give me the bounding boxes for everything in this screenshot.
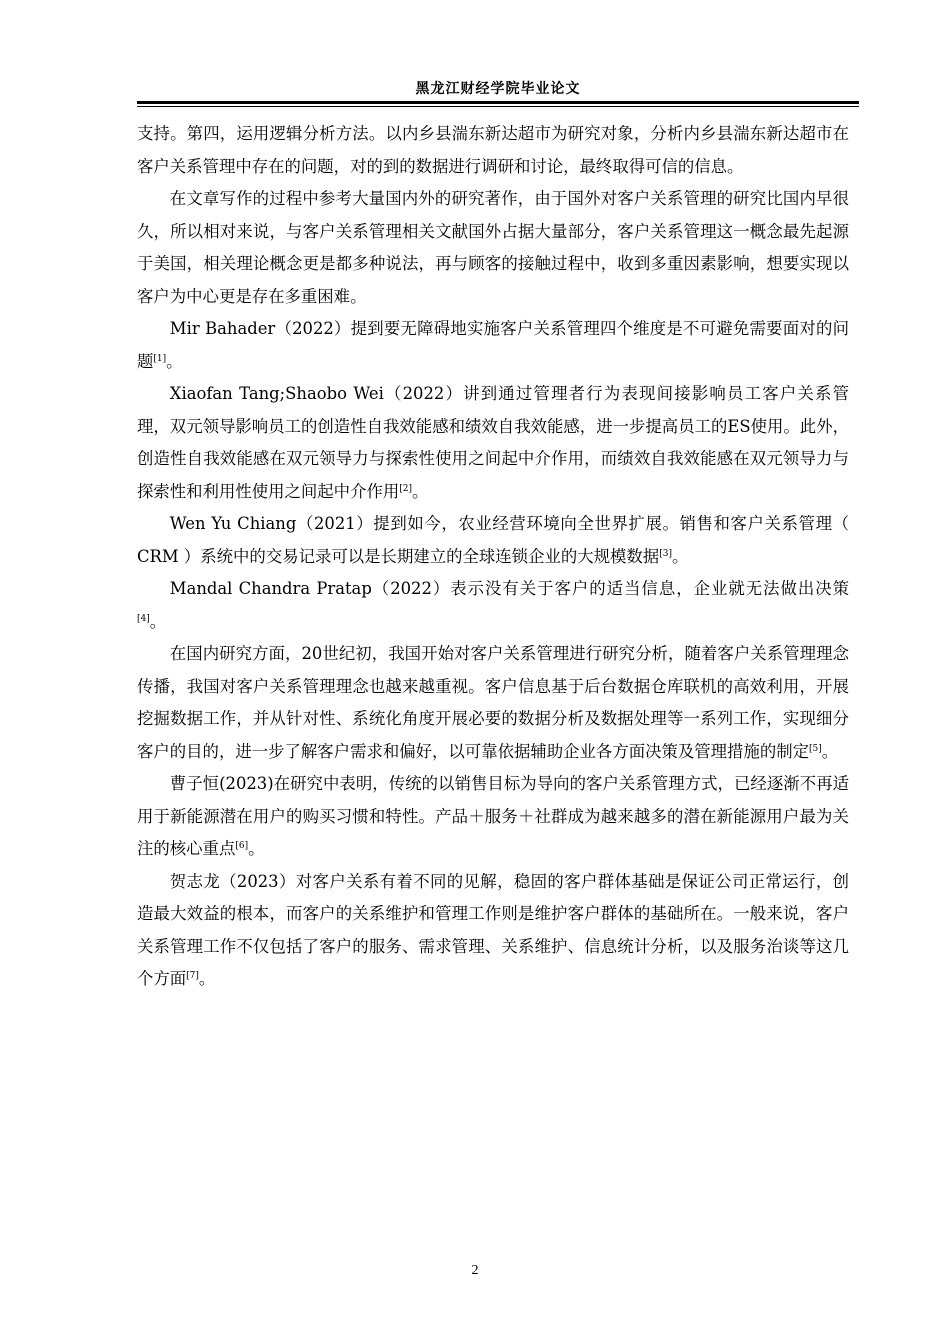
paragraph-7 (137, 638, 849, 768)
header-rule-thick (137, 101, 859, 104)
paragraph-2 (137, 183, 849, 313)
paragraph-tail: 。 (412, 481, 429, 501)
header-rule-thin (137, 106, 859, 107)
paragraph-text: Mandal Chandra Pratap（2022）表示没有关于客户的适当信息，企业就无法做出决策 (169, 579, 849, 598)
citation-ref: [5] (809, 743, 822, 754)
citation-ref: [7] (186, 971, 199, 981)
page-header-title: 黑龙江财经学院毕业论文 (415, 81, 581, 97)
paragraph-tail: 。 (198, 969, 216, 988)
paragraph-9 (137, 866, 849, 996)
paragraph-tail: 。 (166, 351, 183, 371)
paragraph-6 (137, 573, 849, 638)
citation-ref: [6] (235, 841, 249, 851)
paragraph-text: 贺志龙（2023）对客户关系有着不同的见解，稳固的客户群体基础是保证公司正常运行，创造最大效益的根本，而客户的关系维护和管理工作则是维护客户群体的基础所在。一般来说，客户关系管理工作不仅包括了客户的服务、需求管理、关系维护、信息统计分析，以及服务治谈等这几个方面 (137, 871, 849, 988)
paragraph-tail: 。 (821, 741, 839, 761)
paragraph-1 (137, 118, 849, 183)
paragraph-text: Xiaofan Tang;Shaobo Wei（2022）讲到通过管理者行为表现间接影响员工客户关系管理，双元领导影响员工的创造性自我效能感和绩效自我效能感，进一步提高员工的ES使用。此外，创造性自我效能感在双元领导力与探索性使用之间起中介作用，而绩效自我效能感在双元领导力与探索性和利用性使用之间起中介作用 (137, 384, 849, 501)
paragraph-tail: 。 (671, 546, 689, 566)
paragraph-text: 曹子恒(2023)在研究中表明，传统的以销售目标为导向的客户关系管理方式，已经逐渐不再适用于新能源潜在用户的购买习惯和特性。产品＋服务＋社群成为越来越多的潜在新能源用户最为关注的核心重点 (137, 774, 849, 858)
citation-ref: [1] (153, 353, 167, 364)
page-number: 2 (471, 1263, 479, 1278)
citation-ref: [3] (659, 548, 672, 559)
paragraph-text: Mir Bahader（2022）提到要无障碍地实施客户关系管理四个维度是不可避免需要面对的问题 (137, 319, 849, 371)
paragraph-tail: 。 (149, 611, 167, 631)
paragraph-3 (137, 313, 849, 378)
paragraph-text: 支持。第四，运用逻辑分析方法。以内乡县湍东新达超市为研究对象，分析内乡县湍东新达超市在客户关系管理中存在的问题，对的到的数据进行调研和讨论，最终取得可信的信息。 (137, 124, 849, 176)
paragraph-text: 在国内研究方面，20世纪初，我国开始对客户关系管理进行研究分析，随着客户关系管理理念传播，我国对客户关系管理理念也越来越重视。客户信息基于后台数据仓库联机的高效利用，开展挖掘数据工作，并从针对性、系统化角度开展必要的数据分析及数据处理等一系列工作，实现细分客户的目的，进一步了解客户需求和偏好，以可靠依据辅助企业各方面决策及管理措施的制定 (137, 644, 849, 761)
paragraph-5 (137, 508, 849, 573)
citation-ref: [4] (137, 613, 150, 624)
paragraph-tail: 。 (248, 839, 265, 858)
paragraph-text: 在文章写作的过程中参考大量国内外的研究著作，由于国外对客户关系管理的研究比国内早很久，所以相对来说，与客户关系管理相关文献国外占据大量部分，客户关系管理这一概念最先起源于美国，相关理论概念更是都多种说法，再与顾客的接触过程中，收到多重因素影响，想要实现以客户为中心更是存在多重困难。 (137, 189, 849, 306)
citation-ref: [2] (399, 483, 412, 494)
paragraph-8 (137, 768, 849, 866)
document-body (137, 118, 849, 996)
paragraph-text: Wen Yu Chiang（2021）提到如今，农业经营环境向全世界扩展。销售和客户关系管理（ CRM ）系统中的交易记录可以是长期建立的全球连锁企业的大规模数据 (137, 514, 849, 566)
paragraph-4 (137, 378, 849, 508)
